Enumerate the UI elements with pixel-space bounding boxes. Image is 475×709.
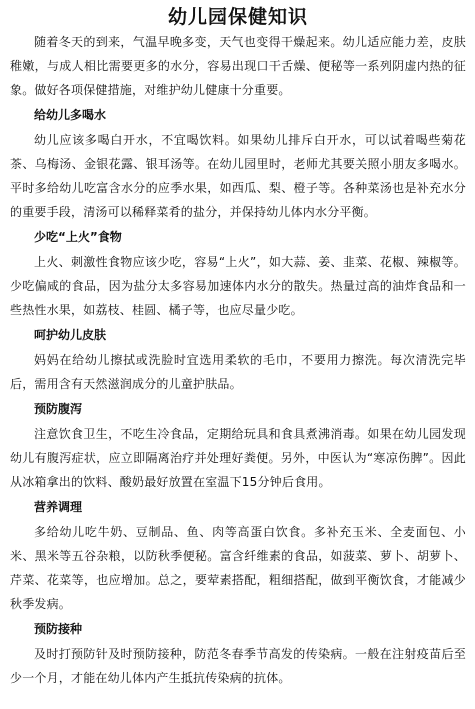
section-heading-avoid-heaty-food: 少吃“上火”食物 bbox=[34, 230, 122, 244]
section-text-nutrition: 多给幼儿吃牛奶、豆制品、鱼、肉等高蛋白饮食。多补充玉米、全麦面包、小米、黑米等五谷杂粮，以防秋季便秘。富含纤维素的食品，如菠菜、萝卜、胡萝卜、芹菜、花菜等，也应增加。总之，要荤素搭配，粗细搭配，做到平衡饮食，才能减少秋季发病。 bbox=[10, 525, 466, 611]
section-heading-nutrition: 营养调理 bbox=[34, 500, 83, 514]
section-heading-skin-care: 呵护幼儿皮肤 bbox=[34, 328, 107, 342]
section-text-skin-care: 妈妈在给幼儿擦拭或洗脸时宜选用柔软的毛巾，不要用力擦洗。每次清洗完毕后，需用含有天然滋润成分的儿童护肤品。 bbox=[10, 353, 466, 391]
section-text-avoid-heaty-food: 上火、刺激性食物应该少吃，容易“上火”，如大蒜、姜、韭菜、花椒、辣椒等。少吃偏咸的食品，因为盐分太多容易加速体内水分的散失。热量过高的油炸食品和一些热性水果，如荔枝、桂圆、橘子等，也应尽量少吃。 bbox=[10, 255, 466, 317]
page-title: 幼儿园保健知识 bbox=[167, 6, 308, 28]
intro-paragraph: 随着冬天的到来，气温早晚多变，天气也变得干燥起来。幼儿适应能力差，皮肤稚嫩，与成人相比需要更多的水分，容易出现口干舌燥、便秘等一系列阴虚内热的征象。做好各项保健措施，对维护幼儿健康十分重要。 bbox=[10, 35, 466, 97]
section-text-prevent-diarrhea: 注意饮食卫生，不吃生冷食品，定期给玩具和食具煮沸消毒。如果在幼儿园发现幼儿有腹泻症状，应立即隔离治疗并处理好粪便。另外，中医认为“寒凉伤脾”。因此从冰箱拿出的饮料、酸奶最好放置在室温下15分钟后食用。 bbox=[10, 427, 466, 489]
section-text-drink-water: 幼儿应该多喝白开水，不宜喝饮料。如果幼儿排斥白开水，可以试着喝些菊花茶、乌梅汤、金银花露、银耳汤等。在幼儿园里时，老师尤其要关照小朋友多喝水。平时多给幼儿吃富含水分的应季水果，如西瓜、梨、橙子等。各种菜汤也是补充水分的重要手段，清汤可以稀释菜肴的盐分，并保持幼儿体内水分平衡。 bbox=[10, 133, 466, 219]
section-heading-prevent-diarrhea: 预防腹泻 bbox=[34, 402, 83, 416]
section-text-vaccination: 及时打预防针及时预防接种，防范冬春季节高发的传染病。一般在注射疫苗后至少一个月，才能在幼儿体内产生抵抗传染病的抗体。 bbox=[10, 647, 466, 685]
section-heading-drink-water: 给幼儿多喝水 bbox=[34, 108, 107, 122]
section-heading-vaccination: 预防接种 bbox=[34, 622, 83, 636]
